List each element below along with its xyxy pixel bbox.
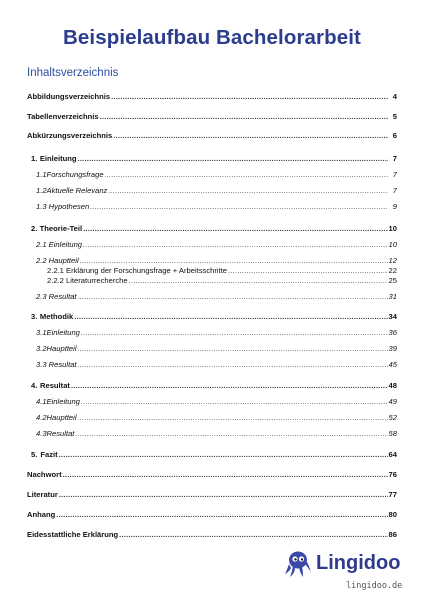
toc-entry-page: 7 (392, 170, 397, 179)
toc-entry[interactable] (27, 92, 397, 102)
toc-entry-page: 9 (392, 202, 397, 211)
toc-dot-leader (81, 397, 388, 407)
toc-entry-label: Anhang (27, 510, 56, 519)
toc-entry-page: 10 (388, 224, 397, 233)
toc-entry-label: Theorie-Teil (39, 224, 83, 233)
toc-entry-page: 86 (388, 530, 397, 539)
toc-entry[interactable] (27, 131, 397, 141)
toc-entry-label: 4.3Resultat (36, 429, 75, 438)
brand-url: lingidoo.de (346, 581, 403, 591)
toc-dot-leader (90, 202, 388, 212)
toc-entry[interactable] (27, 240, 397, 250)
toc-dot-leader (78, 154, 388, 164)
toc-dot-leader (83, 240, 388, 250)
toc-entry-number: 4. (31, 381, 38, 390)
toc-entry-label: Literatur (27, 490, 58, 499)
toc-entry-number: 2. (31, 224, 38, 233)
toc-entry-label: Einleitung (39, 154, 77, 163)
toc-heading: Inhaltsverzeichnis (27, 67, 119, 79)
toc-entry-page: 48 (388, 381, 397, 390)
toc-dot-leader (63, 470, 388, 480)
toc-dot-leader (119, 530, 387, 540)
toc-entry-label: 1.1Forschungsfrage (36, 170, 104, 179)
toc-dot-leader (78, 413, 388, 423)
toc-entry[interactable] (27, 470, 397, 480)
toc-entry-label: 3.3 Resultat (36, 360, 77, 369)
toc-entry-label: 1.3 Hypothesen (36, 202, 90, 211)
toc-entry-page: 10 (388, 240, 397, 249)
toc-entry[interactable] (27, 202, 397, 212)
toc-dot-leader (56, 510, 387, 520)
toc-entry-label: Fazit (40, 450, 58, 459)
toc-dot-leader (71, 381, 388, 391)
toc-entry[interactable] (27, 266, 397, 276)
toc-entry-page: 25 (388, 276, 397, 285)
toc-entry-label: Methodik (39, 312, 74, 321)
toc-dot-leader (108, 186, 388, 196)
toc-entry-label: Nachwort (27, 470, 62, 479)
toc-dot-leader (74, 312, 387, 322)
toc-entry-number: 3. (31, 312, 38, 321)
toc-entry[interactable] (27, 490, 397, 500)
toc-entry[interactable] (27, 360, 397, 370)
toc-entry-label: 2.1 Einleitung (36, 240, 83, 249)
toc-entry[interactable] (27, 344, 397, 354)
toc-dot-leader (59, 450, 388, 460)
toc-entry[interactable] (27, 276, 397, 286)
toc-entry[interactable] (27, 328, 397, 338)
toc-entry-page: 4 (392, 92, 397, 101)
toc-entry-number: 5. (31, 450, 38, 459)
toc-entry-label: 3.2Hauptteil (36, 344, 77, 353)
toc-entry[interactable] (27, 186, 397, 196)
toc-entry[interactable] (27, 429, 397, 439)
toc-dot-leader (105, 170, 388, 180)
toc-entry[interactable] (27, 112, 397, 122)
toc-dot-leader (129, 276, 388, 286)
toc-entry[interactable] (27, 397, 397, 407)
toc-entry-page: 34 (388, 312, 397, 321)
toc-entry-page: 7 (392, 186, 397, 195)
toc-entry[interactable] (27, 510, 397, 520)
toc-entry-page: 5 (392, 112, 397, 121)
toc-dot-leader (75, 429, 387, 439)
toc-entry-page: 12 (388, 256, 397, 265)
toc-entry-page: 36 (388, 328, 397, 337)
brand-logo (284, 548, 404, 582)
toc-entry[interactable] (27, 256, 397, 266)
toc-dot-leader (59, 490, 388, 500)
toc-entry[interactable] (27, 450, 397, 460)
toc-entry-label: 2.3 Resultat (36, 292, 77, 301)
toc-entry[interactable] (27, 413, 397, 423)
toc-entry[interactable] (27, 170, 397, 180)
toc-entry-page: 45 (388, 360, 397, 369)
toc-entry-label: Resultat (39, 381, 70, 390)
toc-entry-page: 58 (388, 429, 397, 438)
toc-entry[interactable] (27, 530, 397, 540)
toc-entry-label: Eidesstattliche Erklärung (27, 530, 119, 539)
toc-entry-page: 52 (388, 413, 397, 422)
toc-entry-page: 22 (388, 266, 397, 275)
toc-entry-page: 6 (392, 131, 397, 140)
toc-entry-label: 4.1Einleitung (36, 397, 80, 406)
toc-entry-page: 76 (388, 470, 397, 479)
toc-entry-page: 39 (388, 344, 397, 353)
toc-entry-label: Abkürzungsverzeichnis (27, 131, 113, 140)
page-title: Beispielaufbau Bachelorarbeit (63, 26, 361, 49)
octopus-mascot-icon (284, 550, 312, 578)
brand-name: Lingidoo (316, 552, 401, 574)
toc-entry-page: 49 (388, 397, 397, 406)
toc-entry[interactable] (27, 312, 397, 322)
toc-dot-leader (113, 131, 388, 141)
toc-entry-page: 31 (388, 292, 397, 301)
toc-entry-label: 1.2Aktuelle Relevanz (36, 186, 108, 195)
toc-dot-leader (78, 344, 388, 354)
toc-entry-label: 2.2.2 Literaturrecherche (47, 276, 128, 285)
toc-dot-leader (100, 112, 388, 122)
toc-entry-label: 4.2Hauptteil (36, 413, 77, 422)
toc-entry-page: 64 (388, 450, 397, 459)
toc-dot-leader (78, 360, 388, 370)
toc-dot-leader (80, 256, 388, 266)
toc-entry[interactable] (27, 224, 397, 234)
toc-dot-leader (83, 224, 387, 234)
toc-entry-number: 1. (31, 154, 38, 163)
toc-entry-page: 80 (388, 510, 397, 519)
toc-entry-label: Tabellenverzeichnis (27, 112, 99, 121)
toc-entry[interactable] (27, 292, 397, 302)
toc-entry-label: 2.2.1 Erklärung der Forschungsfrage + Arbeitsschritte (47, 266, 228, 275)
toc-entry-page: 7 (392, 154, 397, 163)
toc-entry-label: 3.1Einleitung (36, 328, 80, 337)
toc-dot-leader (81, 328, 388, 338)
toc-entry-label: Abbildungsverzeichnis (27, 92, 111, 101)
toc-entry-label: 2.2 Hauptteil (36, 256, 79, 265)
toc-entry-page: 77 (388, 490, 397, 499)
toc-dot-leader (78, 292, 388, 302)
toc-dot-leader (228, 266, 388, 276)
toc-entry[interactable] (27, 154, 397, 164)
toc-dot-leader (111, 92, 388, 102)
toc-entry[interactable] (27, 381, 397, 391)
